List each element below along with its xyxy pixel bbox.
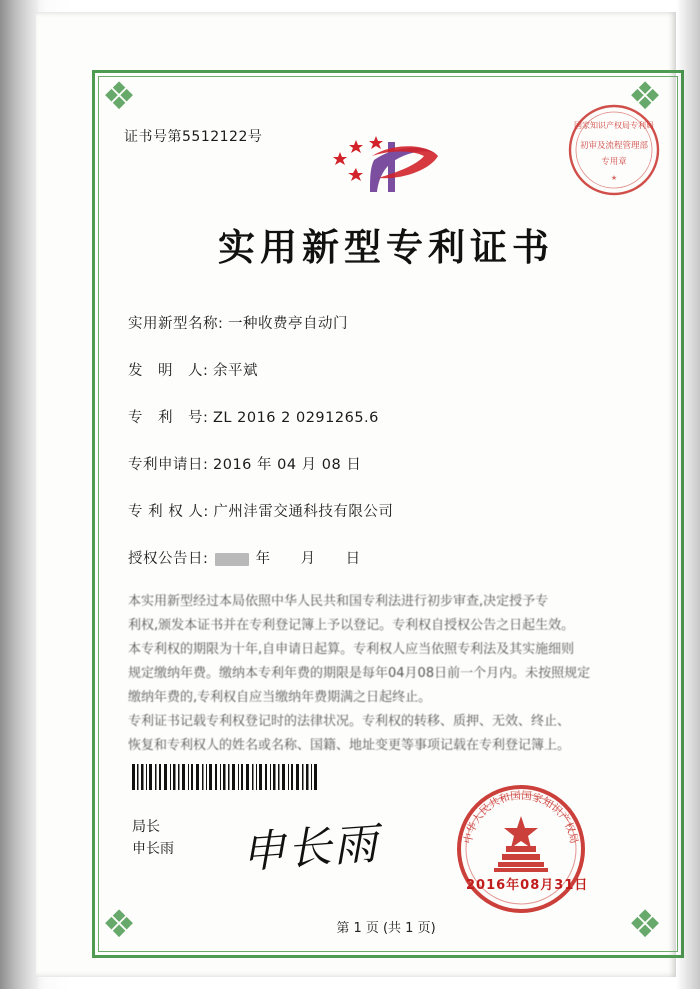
svg-text:国家知识产权局专利局: 国家知识产权局专利局	[574, 121, 654, 130]
sipo-logo-icon	[332, 130, 442, 200]
certificate-number: 证书号第5512122号	[124, 129, 263, 145]
field-row	[128, 406, 628, 453]
field-row-redacted	[128, 547, 628, 594]
page-footer: 第 1 页 (共 1 页)	[336, 921, 436, 936]
field-label: 专 利 权 人:	[128, 504, 209, 520]
redaction-block	[215, 553, 249, 566]
signer-block	[132, 816, 174, 860]
field-row	[128, 500, 628, 547]
certificate-paper	[36, 12, 676, 977]
signer-title: 局长	[132, 819, 160, 835]
body-line: 本专利权的期限为十年,自申请日起算。专利权人应当依照专利法及其实施细则	[128, 642, 575, 657]
national-seal-icon	[454, 782, 588, 916]
field-label: 实用新型名称:	[128, 316, 224, 332]
field-value: 一种收费亭自动门	[228, 316, 348, 332]
field-label: 发 明 人:	[128, 363, 209, 379]
legal-body-text	[128, 590, 638, 758]
field-value: 年 月 日	[255, 551, 361, 567]
barcode-icon	[132, 764, 322, 790]
svg-text:专用章: 专用章	[601, 157, 627, 167]
body-line: 利权,颁发本证书并在专利登记簿上予以登记。专利权自授权公告之日起生效。	[128, 618, 575, 633]
page-title: 实用新型专利证书	[218, 226, 554, 269]
svg-text:初审及流程管理部: 初审及流程管理部	[579, 141, 649, 151]
field-list	[128, 312, 628, 594]
office-seal-icon	[566, 102, 662, 198]
field-value: 广州沣雷交通科技有限公司	[213, 504, 394, 520]
field-label: 专 利 号:	[128, 410, 209, 426]
body-line: 本实用新型经过本局依照中华人民共和国专利法进行初步审查,决定授予专	[128, 594, 549, 609]
field-row	[128, 312, 628, 359]
field-label: 专利申请日:	[128, 457, 209, 473]
corner-ornament-icon: ❖	[101, 902, 137, 946]
svg-text:★: ★	[610, 174, 618, 182]
field-value: 2016 年 04 月 08 日	[213, 457, 362, 473]
signer-name: 申长雨	[132, 841, 174, 857]
field-label: 授权公告日:	[128, 551, 209, 567]
field-value: 余平斌	[213, 363, 258, 379]
body-line: 规定缴纳年费。缴纳本专利年费的期限是每年04月08日前一个月内。未按照规定	[128, 666, 591, 681]
field-value: ZL 2016 2 0291265.6	[213, 410, 379, 426]
handwritten-signature: 申长雨	[239, 818, 381, 879]
corner-ornament-icon: ❖	[627, 902, 663, 946]
body-line: 专利证书记载专利权登记时的法律状况。专利权的转移、质押、无效、终止、	[128, 714, 571, 729]
svg-text:中华人民共和国国家知识产权局: 中华人民共和国国家知识产权局	[462, 789, 580, 845]
corner-ornament-icon: ❖	[627, 74, 663, 118]
body-line: 恢复和专利权人的姓名或名称、国籍、地址变更等事项记载在专利登记簿上。	[128, 738, 571, 753]
book-spine	[0, 0, 38, 989]
seal-date: 2016年08月31日	[466, 878, 589, 893]
page-edge-shadow	[676, 0, 700, 989]
field-row	[128, 359, 628, 406]
field-row	[128, 453, 628, 500]
body-line: 缴纳年费的,专利权自应当缴纳年费期满之日起终止。	[128, 690, 432, 705]
corner-ornament-icon: ❖	[101, 74, 137, 118]
